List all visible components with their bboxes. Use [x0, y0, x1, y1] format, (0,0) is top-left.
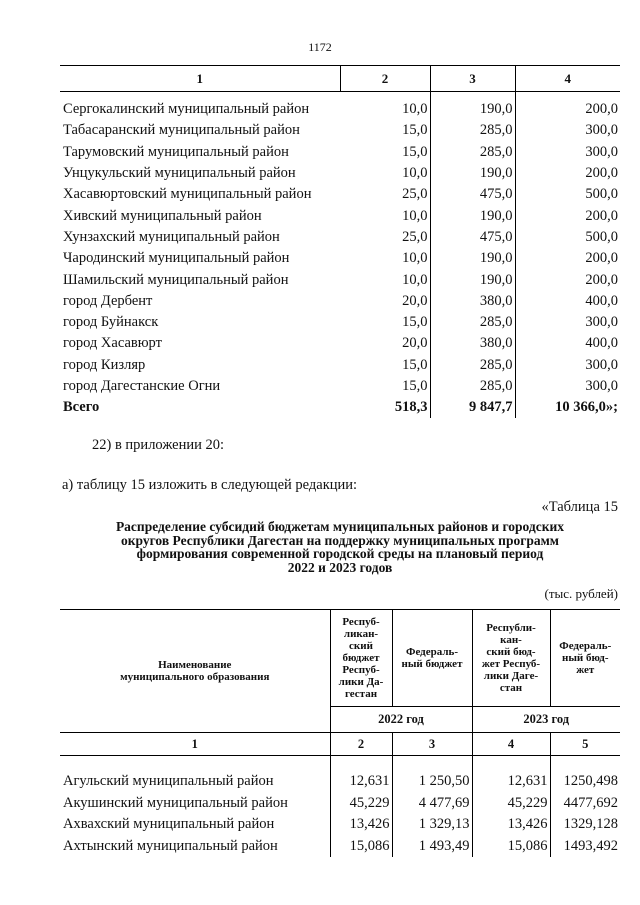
amount-cell: 10 366,0»; — [555, 399, 618, 416]
amount-cell: 1 493,49 — [392, 836, 472, 858]
column-number-4: 4 — [472, 733, 550, 756]
amount-cell: 12,631 — [472, 771, 550, 793]
table-header-row — [60, 66, 620, 92]
amount-cell: 15,0 — [340, 376, 430, 397]
amount-cell: 15,086 — [330, 836, 392, 858]
amount-cell: 285,0 — [430, 120, 515, 141]
subsidy-table-continued — [60, 65, 620, 418]
municipality-name: город Дагестанские Огни — [63, 378, 221, 394]
amount-cell: 380,0 — [430, 291, 515, 312]
amount-cell: 190,0 — [430, 269, 515, 290]
amount-cell: 15,0 — [340, 355, 430, 376]
amount-cell: 10,0 — [340, 99, 430, 120]
amount-cell: 380,0 — [430, 333, 515, 354]
amount-cell: 15,086 — [472, 836, 550, 858]
table-row — [60, 312, 620, 333]
amount-cell: 285,0 — [430, 355, 515, 376]
amount-cell: 190,0 — [430, 248, 515, 269]
amount-cell: 200,0 — [585, 165, 618, 182]
title-line: округов Республики Дагестан на поддержку муниципальных программ — [121, 532, 559, 548]
amount-cell: 10,0 — [340, 269, 430, 290]
amount-cell: 400,0 — [585, 335, 618, 352]
amount-cell: 10,0 — [340, 205, 430, 226]
table-row — [60, 376, 620, 397]
subsidy-table-15 — [60, 609, 620, 857]
municipality-name: Шамильский муниципальный район — [63, 271, 289, 288]
header-republic-budget-2022: Респуб- ликан- ский бюджет Респуб- лики Да- гестан — [330, 610, 392, 707]
amount-cell: 20,0 — [340, 333, 430, 354]
amount-cell: 500,0 — [585, 228, 618, 245]
column-number-5: 5 — [550, 733, 620, 756]
amount-cell: 15,0 — [340, 312, 430, 333]
table-row — [60, 248, 620, 269]
amount-cell: 200,0 — [585, 271, 618, 288]
amount-cell: 25,0 — [340, 184, 430, 205]
amount-cell: 4477,692 — [563, 794, 618, 811]
table-row — [60, 227, 620, 248]
amount-cell: 1329,128 — [563, 816, 618, 833]
amount-cell: 1 250,50 — [392, 771, 472, 793]
municipality-name: Табасаранский муниципальный район — [63, 122, 300, 139]
amount-cell: 500,0 — [585, 186, 618, 203]
table-row — [60, 793, 620, 815]
table-row — [60, 814, 620, 836]
amount-cell: 285,0 — [430, 376, 515, 397]
table-row — [60, 120, 620, 141]
municipality-name: Тарумовский муниципальный район — [63, 143, 289, 160]
title-line: формирования современной городской среды на плановый период — [136, 546, 544, 561]
amount-cell: 190,0 — [430, 205, 515, 226]
table-row — [60, 836, 620, 858]
amount-cell: 13,426 — [472, 814, 550, 836]
amount-cell: 20,0 — [340, 291, 430, 312]
amount-cell: 45,229 — [472, 793, 550, 815]
municipality-name: город Хасавюрт — [63, 335, 162, 352]
column-number-3: 3 — [392, 733, 472, 756]
amount-cell: 13,426 — [330, 814, 392, 836]
column-number-1: 1 — [60, 733, 330, 756]
table-row — [60, 99, 620, 120]
amount-cell: 9 847,7 — [430, 397, 515, 418]
column-number-1: 1 — [60, 66, 340, 92]
amount-cell: 10,0 — [340, 248, 430, 269]
table-row — [60, 184, 620, 205]
table-row — [60, 142, 620, 163]
municipality-name: Сергокалинский муниципальный район — [63, 101, 310, 118]
municipality-name: Акушинский муниципальный район — [63, 794, 288, 811]
amount-cell: 518,3 — [340, 397, 430, 418]
amount-cell: 1 329,13 — [392, 814, 472, 836]
municipality-name: город Буйнакск — [63, 314, 159, 331]
title-line: 2022 и 2023 годов — [287, 559, 393, 575]
amount-cell: 400,0 — [585, 292, 618, 309]
table-row — [60, 771, 620, 793]
municipality-name: Хивский муниципальный район — [63, 207, 262, 224]
amount-cell: 300,0 — [585, 122, 618, 139]
table-header-row — [60, 610, 620, 707]
column-number-3: 3 — [430, 66, 515, 92]
year-2023: 2023 год — [472, 707, 620, 733]
municipality-name: город Кизляр — [63, 356, 146, 373]
municipality-name: Чародинский муниципальный район — [63, 250, 290, 267]
municipality-name: Ахвахский муниципальный район — [63, 816, 275, 833]
year-2022: 2022 год — [330, 707, 472, 733]
table-row — [60, 355, 620, 376]
municipality-name: город Дербент — [63, 292, 153, 309]
table-body — [60, 99, 620, 418]
municipality-name: Агульский муниципальный район — [63, 773, 274, 790]
amount-cell: 190,0 — [430, 99, 515, 120]
amount-cell: 300,0 — [585, 378, 618, 394]
table-row — [60, 163, 620, 184]
table-row — [60, 269, 620, 290]
amount-cell: 12,631 — [330, 771, 392, 793]
amount-cell: 300,0 — [585, 143, 618, 160]
header-municipality: Наименование муниципального образования — [60, 610, 330, 733]
paragraph-subitem-a: а) таблицу 15 изложить в следующей редакции: — [62, 477, 358, 493]
amount-cell: 10,0 — [340, 163, 430, 184]
page-number: 1172 — [308, 40, 332, 54]
amount-cell: 475,0 — [430, 227, 515, 248]
amount-cell: 285,0 — [430, 142, 515, 163]
amount-cell: 200,0 — [585, 207, 618, 224]
amount-cell: 475,0 — [430, 184, 515, 205]
paragraph-item-22: 22) в приложении 20: — [92, 437, 225, 453]
table-label: «Таблица 15 — [541, 499, 618, 515]
amount-cell: 300,0 — [585, 314, 618, 331]
amount-cell: 1493,492 — [563, 837, 618, 854]
municipality-name: Унцукульский муниципальный район — [63, 165, 296, 182]
table-row — [60, 205, 620, 226]
table-row — [60, 291, 620, 312]
table-row — [60, 333, 620, 354]
amount-cell: 190,0 — [430, 163, 515, 184]
header-federal-budget-2022: Федераль- ный бюджет — [392, 610, 472, 707]
municipality-name: Всего — [63, 399, 100, 416]
amount-cell: 285,0 — [430, 312, 515, 333]
header-federal-budget-2023: Федераль- ный бюд- жет — [550, 610, 620, 707]
column-number-2: 2 — [340, 66, 430, 92]
title-line: Распределение субсидий бюджетам муниципальных районов и городских — [115, 519, 565, 534]
amount-cell: 200,0 — [585, 101, 618, 118]
column-number-2: 2 — [330, 733, 392, 756]
amount-cell: 300,0 — [585, 356, 618, 373]
amount-cell: 25,0 — [340, 227, 430, 248]
table-body — [60, 771, 620, 857]
header-republic-budget-2023: Республи- кан- ский бюд- жет Респуб- лики Даге- стан — [472, 610, 550, 707]
amount-cell: 45,229 — [330, 793, 392, 815]
municipality-name: Ахтынский муниципальный район — [63, 837, 278, 854]
municipality-name: Хунзахский муниципальный район — [63, 228, 280, 245]
amount-cell: 4 477,69 — [392, 793, 472, 815]
amount-cell: 1250,498 — [563, 773, 618, 790]
units-label: (тыс. рублей) — [544, 586, 618, 601]
column-number-row — [60, 733, 620, 756]
amount-cell: 200,0 — [585, 250, 618, 267]
table-title — [70, 520, 610, 574]
column-number-4: 4 — [515, 66, 620, 92]
amount-cell: 15,0 — [340, 142, 430, 163]
municipality-name: Хасавюртовский муниципальный район — [63, 186, 312, 203]
amount-cell: 15,0 — [340, 120, 430, 141]
total-row — [60, 397, 620, 418]
